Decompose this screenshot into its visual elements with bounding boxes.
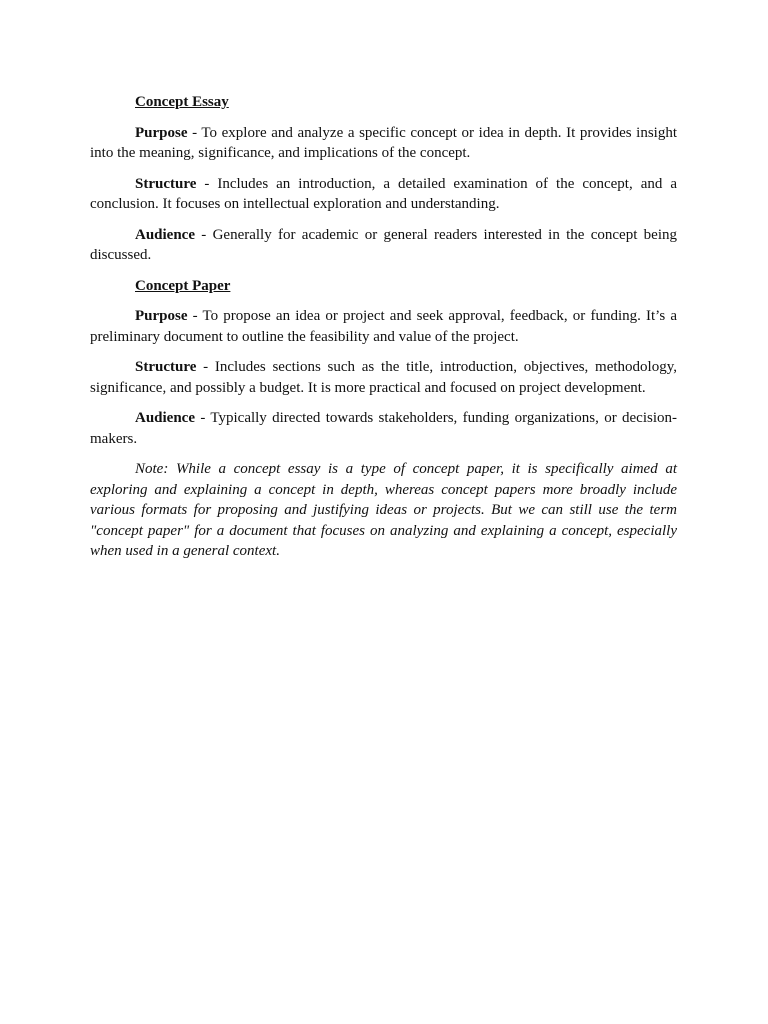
term-separator: - (187, 308, 203, 324)
section-heading-concept-essay: Concept Essay (135, 94, 229, 110)
term-description: Generally for academic or general readers interested in the concept being discussed. (90, 226, 677, 263)
term-separator: - (195, 226, 213, 243)
term-separator: - (187, 124, 202, 141)
concept-paper-audience (90, 408, 677, 449)
term-description: Includes an introduction, a detailed examination of the concept, and a conclusion. It focuses on intellectual exploration and understanding. (90, 175, 677, 212)
term-description: Includes sections such as the title, introduction, objectives, methodology, significance, and possibly a budget. It is more practical and focused on project development. (90, 359, 677, 396)
section-heading-concept-paper: Concept Paper (135, 277, 231, 294)
term-description: Typically directed towards stakeholders, funding organizations, or decision-makers. (90, 410, 677, 447)
term-label: Audience (135, 226, 195, 243)
concept-essay-purpose (90, 123, 677, 164)
term-description: To explore and analyze a specific concept or idea in depth. It provides insight into the meaning, significance, and implications of the concept. (90, 124, 677, 161)
note-paragraph: Note: While a concept essay is a type of concept paper, it is specifically aimed at exploring and explaining a concept in depth, whereas concept papers more broadly include various formats for proposing and justifying ideas or projects. But we can still use the term "concept paper" for a document that focuses on analyzing and explaining a concept, especially when used in a general context. (90, 461, 677, 559)
term-separator: - (196, 359, 215, 375)
term-label: Purpose (135, 124, 188, 141)
term-label: Structure (135, 175, 197, 192)
concept-essay-structure (90, 174, 677, 215)
concept-paper-structure (90, 357, 677, 398)
term-label: Structure (135, 359, 197, 375)
term-label: Audience (135, 410, 195, 426)
concept-essay-audience (90, 225, 677, 266)
document-page (90, 92, 677, 562)
term-description: To propose an idea or project and seek approval, feedback, or funding. It’s a preliminary document to outline the feasibility and value of the project. (90, 308, 677, 345)
term-separator: - (195, 410, 211, 426)
concept-paper-purpose (90, 306, 677, 347)
term-separator: - (196, 175, 218, 192)
term-label: Purpose (135, 308, 188, 324)
